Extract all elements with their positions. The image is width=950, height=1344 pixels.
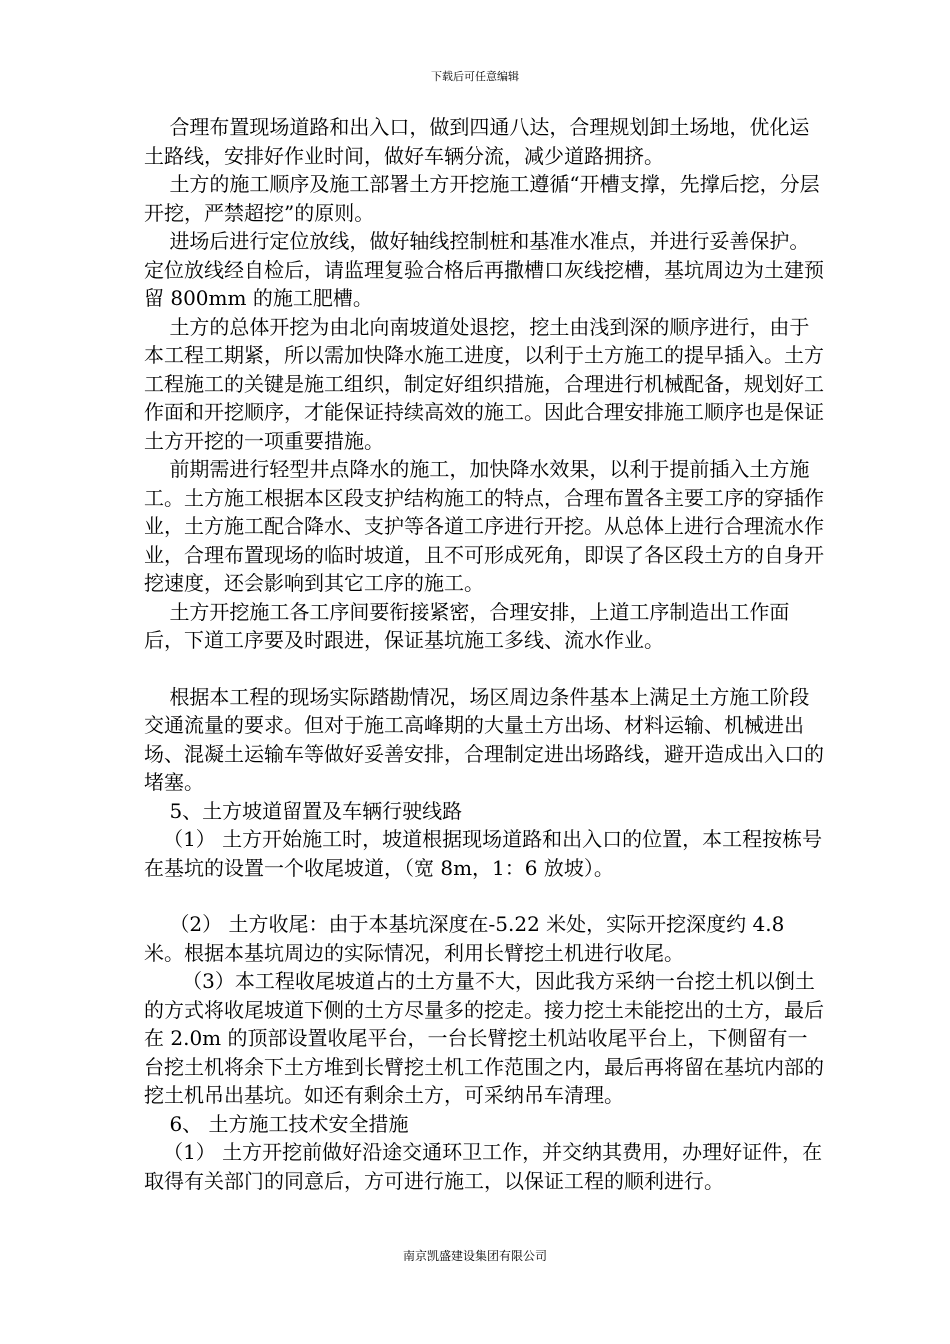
paragraph: 根据本工程的现场实际踏勘情况，场区周边条件基本上满足土方施工阶段交通流量的要求。但对于施工高峰期的大量土方出场、材料运输、机械进出场、混凝土运输车等做好妥善安排，合理制定进出场路线，避开造成出入口的堵塞。 xyxy=(144,684,824,794)
paragraph: （2） 土方收尾：由于本基坑深度在-5.22 米处，实际开挖深度约 4.8 米。根据本基坑周边的实际情况，利用长臂挖土机进行收尾。 xyxy=(144,912,791,965)
page-header: 下载后可任意编辑 xyxy=(431,70,519,83)
paragraph: 土方开挖施工各工序间要衔接紧密，合理安排，上道工序制造出工作面后，下道工序要及时跟进，保证基坑施工多线、流水作业。 xyxy=(144,599,790,652)
paragraph: 土方的施工顺序及施工部署土方开挖施工遵循“开槽支撑，先撑后挖，分层开挖，严禁超挖”的原则。 xyxy=(144,172,820,225)
paragraph: 合理布置现场道路和出入口，做到四通八达，合理规划卸土场地，优化运土路线，安排好作业时间，做好车辆分流，减少道路拥挤。 xyxy=(144,115,810,168)
section-heading: 6、 土方施工技术安全措施 xyxy=(144,1111,409,1136)
paragraph: 土方的总体开挖为由北向南坡道处退挖，挖土由浅到深的顺序进行，由于本工程工期紧，所以需加快降水施工进度，以利于土方施工的提早插入。土方工程施工的关键是施工组织，制定好组织措施，合理进行机械配备，规划好工作面和开挖顺序，才能保证持续高效的施工。因此合理安排施工顺序也是保证土方开挖的一项重要措施。 xyxy=(144,314,824,453)
paragraph: 前期需进行轻型井点降水的施工，加快降水效果，以利于提前插入土方施工。土方施工根据本区段支护结构施工的特点，合理布置各主要工序的穿插作业，土方施工配合降水、支护等各道工序进行开挖。从总体上进行合理流水作业，合理布置现场的临时坡道，且不可形成死角，即误了各区段土方的自身开挖速度，还会影响到其它工序的施工。 xyxy=(144,457,824,595)
paragraph: （1） 土方开挖前做好沿途交通环卫工作，并交纳其费用，办理好证件，在取得有关部门的同意后，方可进行施工，以保证工程的顺利进行。 xyxy=(144,1140,823,1193)
paragraph: （1） 土方开始施工时，坡道根据现场道路和出入口的位置，本工程按栋号在基坑的设置一个收尾坡道，（宽 8m，1：6 放坡）。 xyxy=(144,827,823,880)
document-body xyxy=(144,113,824,1195)
section-heading: 5、土方坡道留置及车辆行驶线路 xyxy=(144,798,463,823)
paragraph: 进场后进行定位放线，做好轴线控制桩和基准水准点，并进行妥善保护。定位放线经自检后，请监理复验合格后再撒槽口灰线挖槽，基坑周边为土建预留 800mm 的施工肥槽。 xyxy=(144,229,824,310)
page-footer: 南京凯盛建设集团有限公司 xyxy=(402,1249,547,1263)
paragraph: （3）本工程收尾坡道占的土方量不大，因此我方采纳一台挖土机以倒土的方式将收尾坡道下侧的土方尽量多的挖走。接力挖土未能挖出的土方，最后在 2.0m 的顶部设置收尾平台，一台长臂挖土机站收尾平台上，下侧留有一台挖土机将余下土方堆到长臂挖土机工作范围之内，最后再将留在基坑内部的挖土机吊出基坑。如还有剩余土方，可采纳吊车清理。 xyxy=(144,969,824,1107)
